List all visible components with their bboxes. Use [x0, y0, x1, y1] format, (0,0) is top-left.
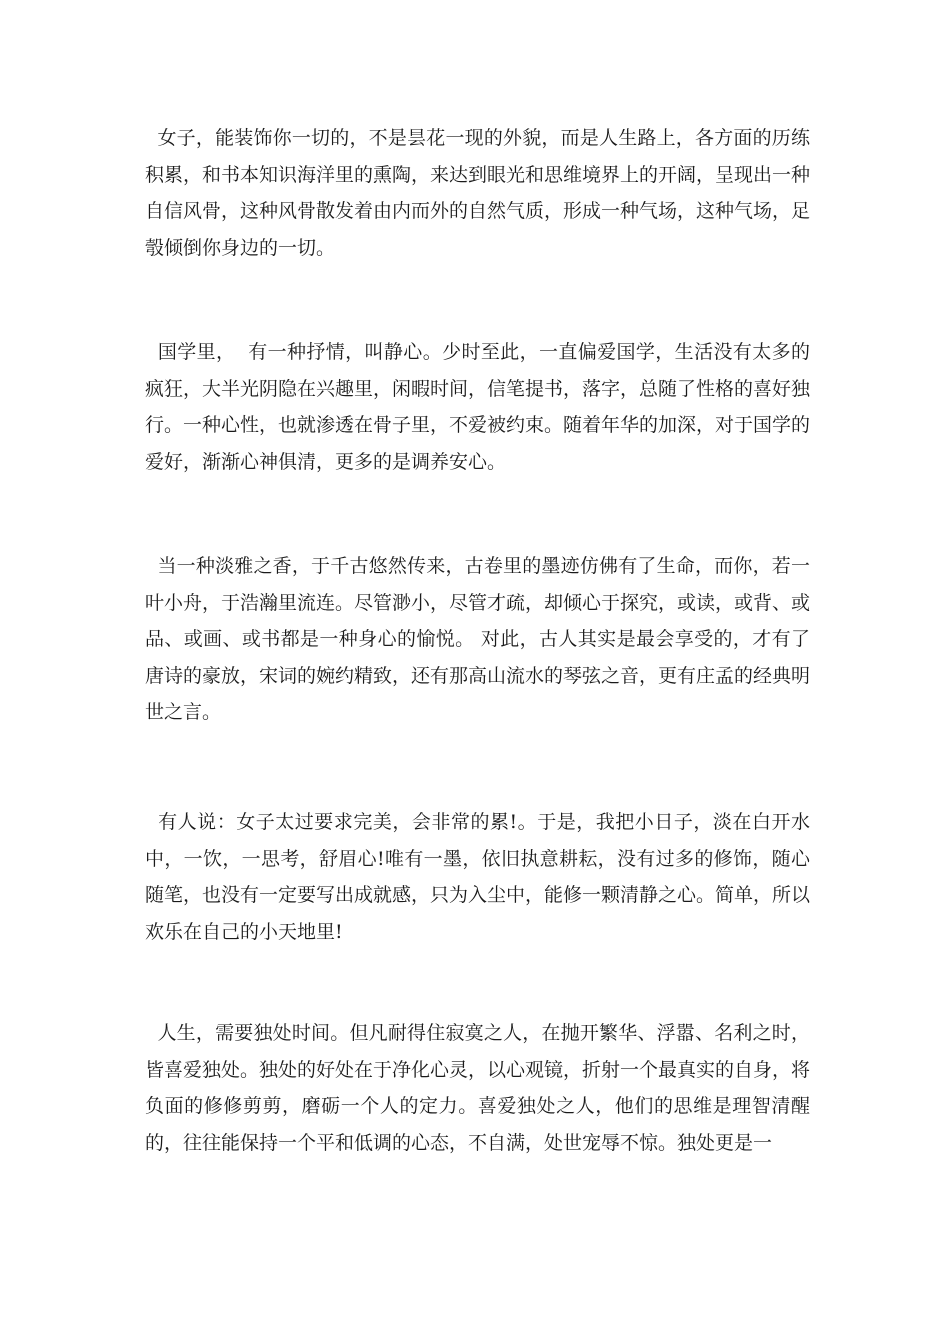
paragraph-5: 人生，需要独处时间。但凡耐得住寂寞之人，在抛开繁华、浮嚣、名利之时，皆喜爱独处。独处的好处在于净化心灵，以心观镜，折射一个最真实的自身，将负面的修修剪剪，磨砺一个人的定力。喜爱独处之人，他们的思维是理智清醒的，往往能保持一个平和低调的心态，不自满，处世宠辱不惊。独处更是一 [145, 1022, 811, 1154]
paragraph-2: 国学里， 有一种抒情，叫静心。少时至此，一直偏爱国学，生活没有太多的疯狂，大半光阴隐在兴趣里，闲暇时间，信笔提书，落字，总随了性格的喜好独行。一种心性，也就渗透在骨子里，不爱被约束。随着年华的加深，对于国学的爱好，渐渐心神俱清，更多的是调养安心。 [145, 341, 811, 473]
paragraph-3: 当一种淡雅之香，于千古悠然传来，古卷里的墨迹仿佛有了生命，而你，若一叶小舟，于浩瀚里流连。尽管渺小，尽管才疏，却倾心于探究，或读，或背、或品、或画、或书都是一种身心的愉悦。 对此，古人其实是最会享受的，才有了唐诗的豪放，宋词的婉约精致，还有那高山流水的琴弦之音，更有庄孟的经典明世之言。 [145, 555, 811, 723]
paragraph-1: 女子，能装饰你一切的，不是昙花一现的外貌，而是人生路上，各方面的历练积累，和书本知识海洋里的熏陶，来达到眼光和思维境界上的开阔，呈现出一种自信风骨，这种风骨散发着由内而外的自然气质，形成一种气场，这种气场，足彀倾倒你身边的一切。 [145, 127, 811, 259]
paragraph-4: 有人说：女子太过要求完美，会非常的累!。于是，我把小日子，淡在白开水中，一饮，一思考，舒眉心!唯有一墨，依旧执意耕耘，没有过多的修饰，随心随笔，也没有一定要写出成就感，只为入尘中，能修一颗清静之心。简单，所以欢乐在自己的小天地里! [145, 811, 811, 943]
